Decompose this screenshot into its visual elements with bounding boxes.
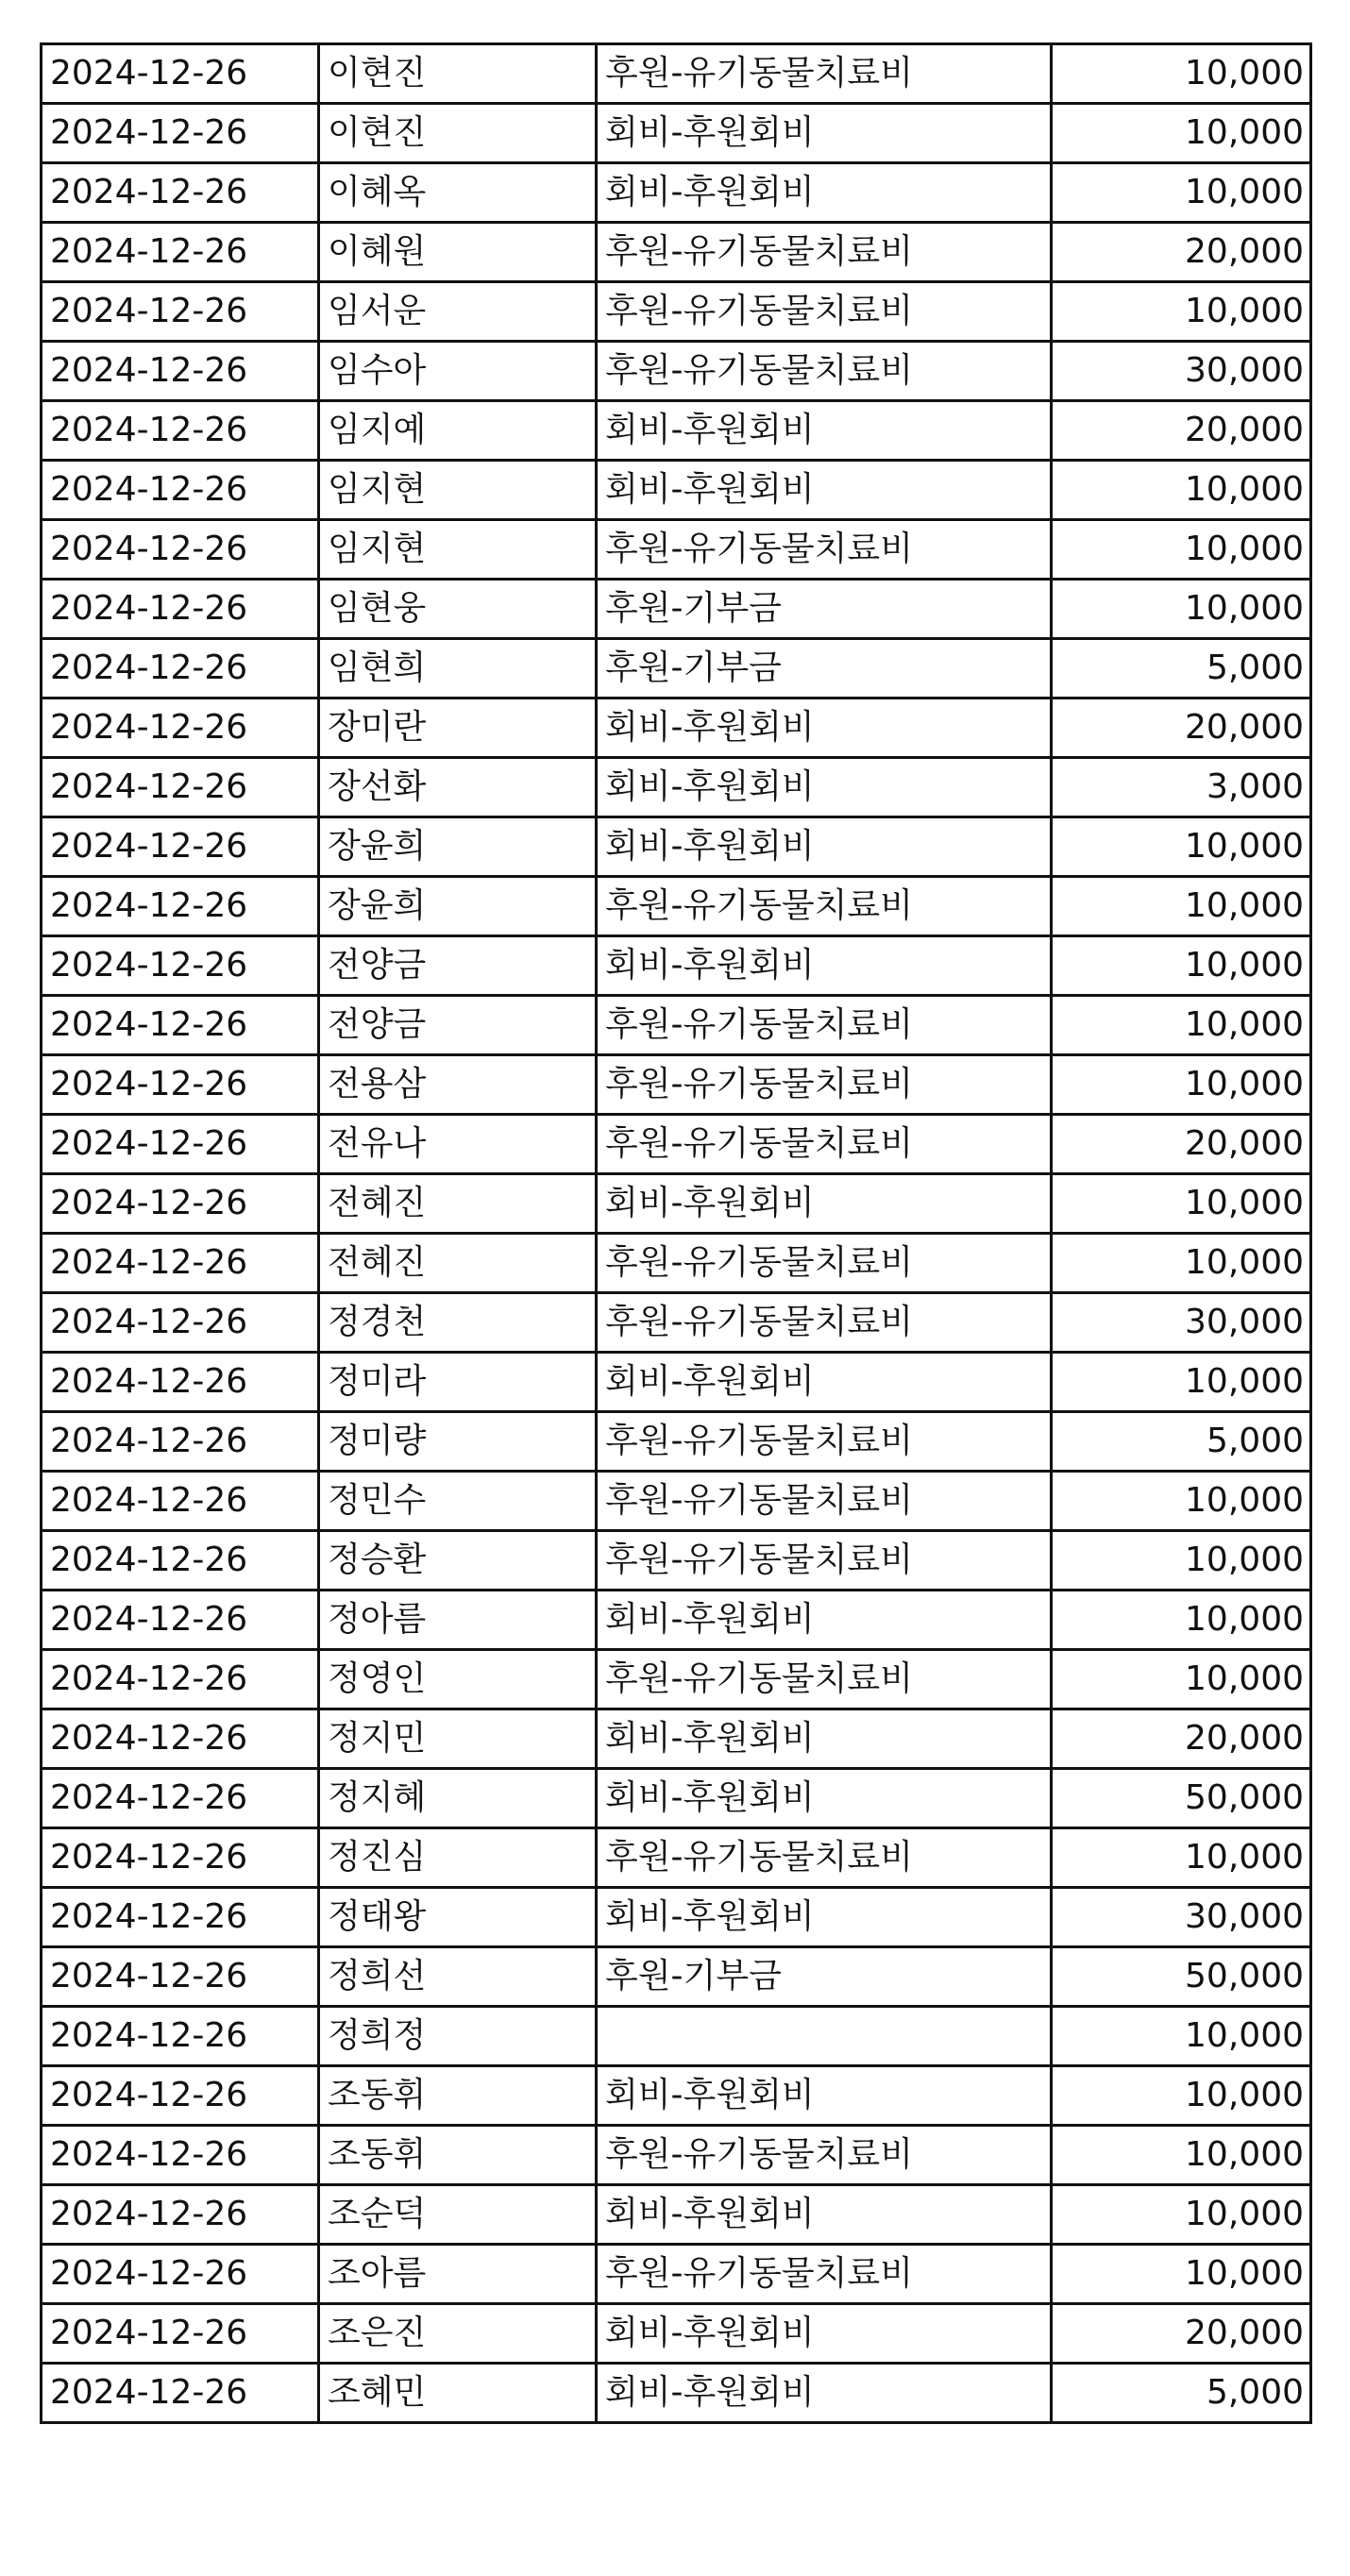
category-cell: 후원-유기동물치료비 xyxy=(597,223,1052,282)
category-cell: 후원-유기동물치료비 xyxy=(597,1293,1052,1353)
category-cell: 회비-후원회비 xyxy=(597,1174,1052,1234)
date-cell: 2024-12-26 xyxy=(42,461,319,520)
amount-cell: 10,000 xyxy=(1052,520,1311,580)
category-cell: 회비-후원회비 xyxy=(597,1353,1052,1412)
donor-name-cell: 정아름 xyxy=(319,1591,597,1650)
category-cell: 회비-후원회비 xyxy=(597,461,1052,520)
table-row xyxy=(42,2364,1311,2423)
amount-cell: 10,000 xyxy=(1052,1055,1311,1115)
donor-name-cell: 정민수 xyxy=(319,1472,597,1531)
category-cell: 후원-기부금 xyxy=(597,580,1052,639)
donor-name-cell: 조아름 xyxy=(319,2245,597,2304)
category-cell: 후원-유기동물치료비 xyxy=(597,1650,1052,1709)
table-row xyxy=(42,1234,1311,1293)
amount-cell: 10,000 xyxy=(1052,1828,1311,1888)
date-cell: 2024-12-26 xyxy=(42,877,319,936)
category-cell: 후원-유기동물치료비 xyxy=(597,44,1052,104)
amount-cell: 50,000 xyxy=(1052,1947,1311,2007)
date-cell: 2024-12-26 xyxy=(42,401,319,461)
donor-name-cell: 조순덕 xyxy=(319,2185,597,2245)
category-cell: 회비-후원회비 xyxy=(597,758,1052,817)
date-cell: 2024-12-26 xyxy=(42,282,319,342)
donor-name-cell: 조혜민 xyxy=(319,2364,597,2423)
category-cell: 회비-후원회비 xyxy=(597,163,1052,223)
table-row xyxy=(42,758,1311,817)
donor-name-cell: 전용삼 xyxy=(319,1055,597,1115)
date-cell: 2024-12-26 xyxy=(42,1412,319,1472)
table-row xyxy=(42,580,1311,639)
donor-name-cell: 임지현 xyxy=(319,520,597,580)
table-row xyxy=(42,401,1311,461)
donor-name-cell: 이혜옥 xyxy=(319,163,597,223)
date-cell: 2024-12-26 xyxy=(42,2126,319,2185)
category-cell: 후원-유기동물치료비 xyxy=(597,877,1052,936)
category-cell: 회비-후원회비 xyxy=(597,1591,1052,1650)
donor-name-cell: 조은진 xyxy=(319,2304,597,2364)
table-row xyxy=(42,2066,1311,2126)
date-cell: 2024-12-26 xyxy=(42,1828,319,1888)
date-cell: 2024-12-26 xyxy=(42,1531,319,1591)
date-cell: 2024-12-26 xyxy=(42,104,319,163)
donor-name-cell: 조동휘 xyxy=(319,2066,597,2126)
date-cell: 2024-12-26 xyxy=(42,2066,319,2126)
category-cell xyxy=(597,2007,1052,2066)
donor-name-cell: 이현진 xyxy=(319,44,597,104)
date-cell: 2024-12-26 xyxy=(42,758,319,817)
donation-ledger-table xyxy=(40,42,1312,2424)
table-row xyxy=(42,2245,1311,2304)
amount-cell: 10,000 xyxy=(1052,2126,1311,2185)
date-cell: 2024-12-26 xyxy=(42,1234,319,1293)
donor-name-cell: 정경천 xyxy=(319,1293,597,1353)
amount-cell: 5,000 xyxy=(1052,639,1311,699)
date-cell: 2024-12-26 xyxy=(42,2185,319,2245)
amount-cell: 20,000 xyxy=(1052,2304,1311,2364)
amount-cell: 10,000 xyxy=(1052,44,1311,104)
date-cell: 2024-12-26 xyxy=(42,342,319,401)
amount-cell: 20,000 xyxy=(1052,223,1311,282)
category-cell: 후원-기부금 xyxy=(597,1947,1052,2007)
donor-name-cell: 임서운 xyxy=(319,282,597,342)
date-cell: 2024-12-26 xyxy=(42,1650,319,1709)
category-cell: 후원-유기동물치료비 xyxy=(597,1828,1052,1888)
date-cell: 2024-12-26 xyxy=(42,936,319,996)
donor-name-cell: 정지혜 xyxy=(319,1769,597,1828)
category-cell: 회비-후원회비 xyxy=(597,699,1052,758)
table-row xyxy=(42,2185,1311,2245)
amount-cell: 10,000 xyxy=(1052,2007,1311,2066)
donor-name-cell: 정진심 xyxy=(319,1828,597,1888)
date-cell: 2024-12-26 xyxy=(42,2245,319,2304)
category-cell: 회비-후원회비 xyxy=(597,2066,1052,2126)
category-cell: 후원-유기동물치료비 xyxy=(597,2126,1052,2185)
category-cell: 회비-후원회비 xyxy=(597,1709,1052,1769)
table-row xyxy=(42,1115,1311,1174)
amount-cell: 3,000 xyxy=(1052,758,1311,817)
date-cell: 2024-12-26 xyxy=(42,44,319,104)
table-row xyxy=(42,1412,1311,1472)
donor-name-cell: 전양금 xyxy=(319,936,597,996)
category-cell: 후원-기부금 xyxy=(597,639,1052,699)
donor-name-cell: 전혜진 xyxy=(319,1174,597,1234)
donor-name-cell: 정미라 xyxy=(319,1353,597,1412)
category-cell: 회비-후원회비 xyxy=(597,2364,1052,2423)
table-row xyxy=(42,1650,1311,1709)
table-row xyxy=(42,342,1311,401)
table-row xyxy=(42,1769,1311,1828)
category-cell: 회비-후원회비 xyxy=(597,401,1052,461)
date-cell: 2024-12-26 xyxy=(42,1293,319,1353)
category-cell: 후원-유기동물치료비 xyxy=(597,342,1052,401)
donor-name-cell: 장미란 xyxy=(319,699,597,758)
amount-cell: 10,000 xyxy=(1052,104,1311,163)
donor-name-cell: 전유나 xyxy=(319,1115,597,1174)
category-cell: 후원-유기동물치료비 xyxy=(597,282,1052,342)
donor-name-cell: 이현진 xyxy=(319,104,597,163)
amount-cell: 10,000 xyxy=(1052,996,1311,1055)
date-cell: 2024-12-26 xyxy=(42,1709,319,1769)
category-cell: 회비-후원회비 xyxy=(597,2304,1052,2364)
table-row xyxy=(42,282,1311,342)
table-row xyxy=(42,1293,1311,1353)
amount-cell: 10,000 xyxy=(1052,877,1311,936)
amount-cell: 10,000 xyxy=(1052,2185,1311,2245)
amount-cell: 10,000 xyxy=(1052,2066,1311,2126)
category-cell: 회비-후원회비 xyxy=(597,817,1052,877)
date-cell: 2024-12-26 xyxy=(42,699,319,758)
donor-name-cell: 장선화 xyxy=(319,758,597,817)
amount-cell: 30,000 xyxy=(1052,1293,1311,1353)
amount-cell: 10,000 xyxy=(1052,1353,1311,1412)
table-row xyxy=(42,44,1311,104)
donor-name-cell: 장윤희 xyxy=(319,817,597,877)
amount-cell: 10,000 xyxy=(1052,282,1311,342)
donor-name-cell: 정희선 xyxy=(319,1947,597,2007)
amount-cell: 10,000 xyxy=(1052,1650,1311,1709)
date-cell: 2024-12-26 xyxy=(42,1591,319,1650)
amount-cell: 20,000 xyxy=(1052,401,1311,461)
donor-name-cell: 임현희 xyxy=(319,639,597,699)
category-cell: 후원-유기동물치료비 xyxy=(597,1531,1052,1591)
date-cell: 2024-12-26 xyxy=(42,223,319,282)
table-row xyxy=(42,1472,1311,1531)
table-row xyxy=(42,2304,1311,2364)
category-cell: 후원-유기동물치료비 xyxy=(597,1234,1052,1293)
table-row xyxy=(42,2007,1311,2066)
date-cell: 2024-12-26 xyxy=(42,580,319,639)
table-row xyxy=(42,2126,1311,2185)
donor-name-cell: 정지민 xyxy=(319,1709,597,1769)
table-row xyxy=(42,1353,1311,1412)
donor-name-cell: 임현웅 xyxy=(319,580,597,639)
table-row xyxy=(42,1055,1311,1115)
category-cell: 후원-유기동물치료비 xyxy=(597,1055,1052,1115)
donor-name-cell: 정영인 xyxy=(319,1650,597,1709)
date-cell: 2024-12-26 xyxy=(42,2364,319,2423)
donor-name-cell: 정미량 xyxy=(319,1412,597,1472)
donor-name-cell: 이혜원 xyxy=(319,223,597,282)
ledger-body xyxy=(42,44,1311,2423)
amount-cell: 10,000 xyxy=(1052,1591,1311,1650)
date-cell: 2024-12-26 xyxy=(42,639,319,699)
date-cell: 2024-12-26 xyxy=(42,1174,319,1234)
amount-cell: 50,000 xyxy=(1052,1769,1311,1828)
date-cell: 2024-12-26 xyxy=(42,817,319,877)
amount-cell: 5,000 xyxy=(1052,1412,1311,1472)
amount-cell: 10,000 xyxy=(1052,817,1311,877)
table-row xyxy=(42,1828,1311,1888)
amount-cell: 20,000 xyxy=(1052,699,1311,758)
donor-name-cell: 정승환 xyxy=(319,1531,597,1591)
amount-cell: 20,000 xyxy=(1052,1709,1311,1769)
table-row xyxy=(42,877,1311,936)
table-row xyxy=(42,461,1311,520)
table-row xyxy=(42,104,1311,163)
donor-name-cell: 전양금 xyxy=(319,996,597,1055)
table-row xyxy=(42,1591,1311,1650)
date-cell: 2024-12-26 xyxy=(42,1353,319,1412)
amount-cell: 10,000 xyxy=(1052,580,1311,639)
date-cell: 2024-12-26 xyxy=(42,1472,319,1531)
amount-cell: 20,000 xyxy=(1052,1115,1311,1174)
amount-cell: 10,000 xyxy=(1052,1531,1311,1591)
category-cell: 후원-유기동물치료비 xyxy=(597,996,1052,1055)
table-row xyxy=(42,699,1311,758)
category-cell: 후원-유기동물치료비 xyxy=(597,520,1052,580)
date-cell: 2024-12-26 xyxy=(42,1115,319,1174)
table-row xyxy=(42,1174,1311,1234)
table-row xyxy=(42,1888,1311,1947)
table-row xyxy=(42,223,1311,282)
category-cell: 후원-유기동물치료비 xyxy=(597,1472,1052,1531)
amount-cell: 10,000 xyxy=(1052,163,1311,223)
category-cell: 후원-유기동물치료비 xyxy=(597,2245,1052,2304)
table-row xyxy=(42,520,1311,580)
table-row xyxy=(42,817,1311,877)
category-cell: 회비-후원회비 xyxy=(597,1888,1052,1947)
category-cell: 후원-유기동물치료비 xyxy=(597,1115,1052,1174)
date-cell: 2024-12-26 xyxy=(42,996,319,1055)
donor-name-cell: 조동휘 xyxy=(319,2126,597,2185)
date-cell: 2024-12-26 xyxy=(42,1888,319,1947)
donor-name-cell: 임지현 xyxy=(319,461,597,520)
date-cell: 2024-12-26 xyxy=(42,1055,319,1115)
amount-cell: 5,000 xyxy=(1052,2364,1311,2423)
donor-name-cell: 정희정 xyxy=(319,2007,597,2066)
amount-cell: 30,000 xyxy=(1052,342,1311,401)
amount-cell: 10,000 xyxy=(1052,2245,1311,2304)
category-cell: 회비-후원회비 xyxy=(597,104,1052,163)
donor-name-cell: 전혜진 xyxy=(319,1234,597,1293)
date-cell: 2024-12-26 xyxy=(42,520,319,580)
date-cell: 2024-12-26 xyxy=(42,2304,319,2364)
date-cell: 2024-12-26 xyxy=(42,1769,319,1828)
amount-cell: 10,000 xyxy=(1052,1174,1311,1234)
date-cell: 2024-12-26 xyxy=(42,2007,319,2066)
category-cell: 회비-후원회비 xyxy=(597,936,1052,996)
amount-cell: 10,000 xyxy=(1052,936,1311,996)
amount-cell: 10,000 xyxy=(1052,461,1311,520)
table-row xyxy=(42,639,1311,699)
amount-cell: 10,000 xyxy=(1052,1234,1311,1293)
table-row xyxy=(42,936,1311,996)
donor-name-cell: 임수아 xyxy=(319,342,597,401)
table-row xyxy=(42,1947,1311,2007)
date-cell: 2024-12-26 xyxy=(42,163,319,223)
donor-name-cell: 장윤희 xyxy=(319,877,597,936)
donor-name-cell: 정태왕 xyxy=(319,1888,597,1947)
category-cell: 회비-후원회비 xyxy=(597,1769,1052,1828)
category-cell: 회비-후원회비 xyxy=(597,2185,1052,2245)
date-cell: 2024-12-26 xyxy=(42,1947,319,2007)
amount-cell: 10,000 xyxy=(1052,1472,1311,1531)
table-row xyxy=(42,1709,1311,1769)
amount-cell: 30,000 xyxy=(1052,1888,1311,1947)
table-row xyxy=(42,163,1311,223)
table-row xyxy=(42,1531,1311,1591)
table-row xyxy=(42,996,1311,1055)
donor-name-cell: 임지예 xyxy=(319,401,597,461)
category-cell: 후원-유기동물치료비 xyxy=(597,1412,1052,1472)
